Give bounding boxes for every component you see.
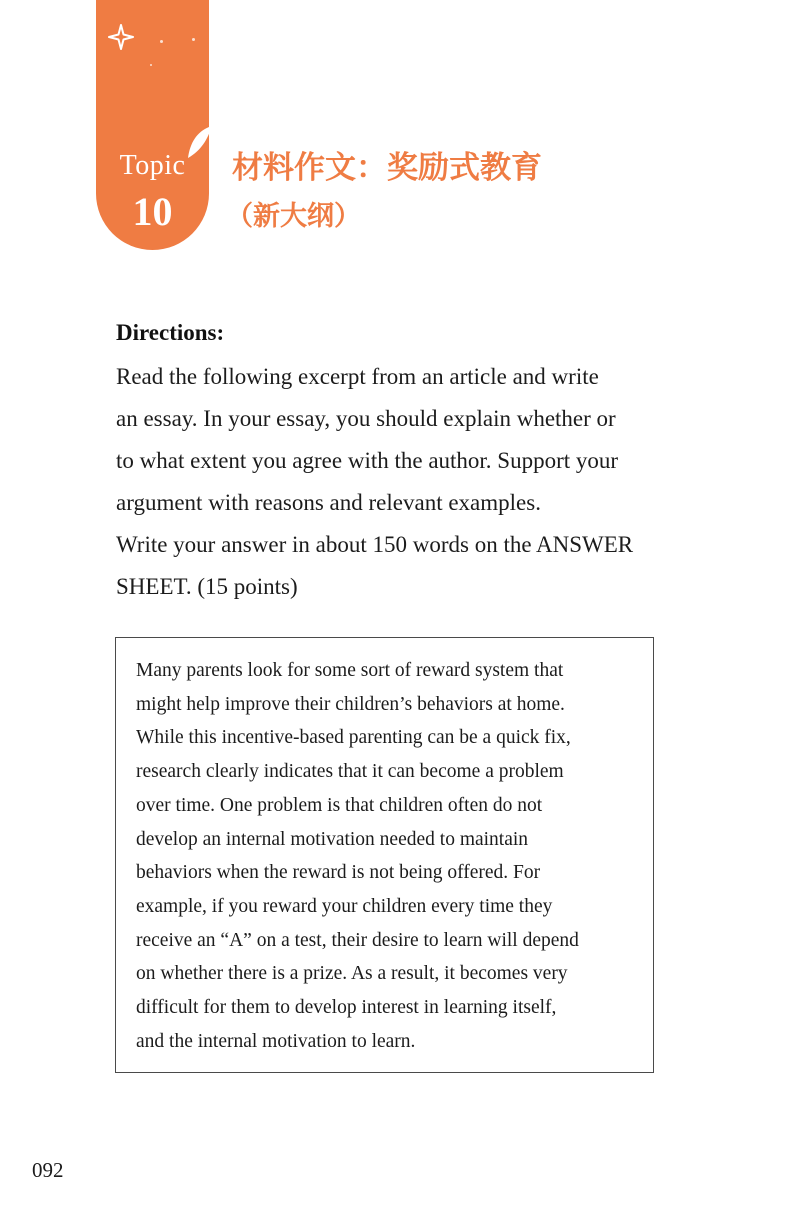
- directions-line: Write your answer in about 150 words on the ANSWER: [116, 532, 634, 557]
- directions-line: Read the following excerpt from an article and write: [116, 364, 599, 389]
- excerpt-line: behaviors when the reward is not being offered. For: [136, 862, 541, 884]
- excerpt-line: example, if you reward your children every time they: [136, 895, 553, 917]
- excerpt-line: and the internal motivation to learn.: [136, 1030, 416, 1052]
- excerpt-text: [136, 654, 636, 1058]
- sparkle-icon: [108, 24, 134, 50]
- sparkle-dot-icon: [150, 64, 152, 66]
- excerpt-line: difficult for them to develop interest in learning itself,: [136, 997, 557, 1019]
- sparkle-dot-icon: [192, 38, 195, 41]
- directions-line: to what extent you agree with the author. Support your: [116, 448, 619, 473]
- page-subtitle: （新大纲）: [226, 201, 361, 232]
- directions-heading: Directions:: [116, 320, 225, 345]
- directions-line: an essay. In your essay, you should explain whether or: [116, 406, 616, 431]
- page-number: 092: [32, 1158, 64, 1182]
- excerpt-line: receive an “A” on a test, their desire to learn will depend: [136, 929, 579, 951]
- page-title: 材料作文：奖励式教育: [232, 150, 542, 186]
- excerpt-line: over time. One problem is that children often do not: [136, 794, 543, 816]
- topic-number: 10: [132, 189, 173, 234]
- directions-text: [116, 356, 676, 608]
- directions-line: argument with reasons and relevant examples.: [116, 490, 541, 515]
- excerpt-line: on whether there is a prize. As a result, it becomes very: [136, 963, 568, 985]
- directions-line: SHEET. (15 points): [116, 574, 298, 599]
- excerpt-line: might help improve their children’s behaviors at home.: [136, 693, 565, 715]
- topic-label: Topic: [119, 150, 186, 181]
- excerpt-line: While this incentive-based parenting can be a quick fix,: [136, 727, 571, 749]
- excerpt-line: research clearly indicates that it can become a problem: [136, 761, 564, 783]
- excerpt-line: develop an internal motivation needed to maintain: [136, 828, 529, 850]
- excerpt-line: Many parents look for some sort of reward system that: [136, 660, 564, 681]
- sparkle-dot-icon: [160, 40, 163, 43]
